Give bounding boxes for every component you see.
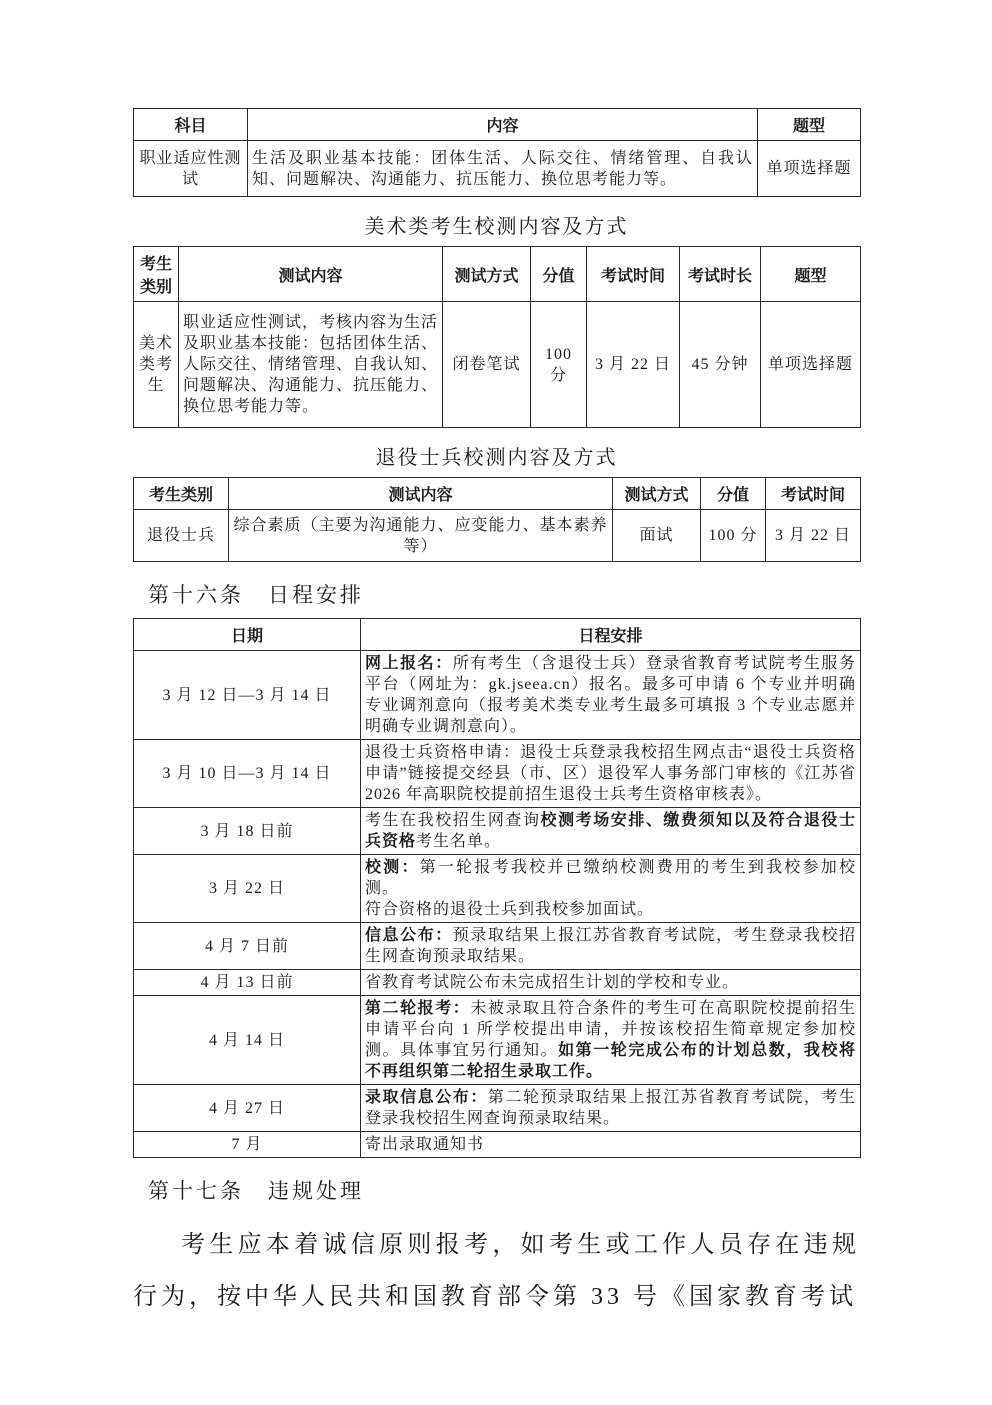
schedule-date-cell: 3 月 22 日 [134,855,361,923]
schedule-row [134,970,861,996]
schedule-row [134,651,861,740]
schedule-row [134,1085,861,1132]
schedule-date-cell: 4 月 27 日 [134,1085,361,1132]
veteran-table-title: 退役士兵校测内容及方式 [375,447,618,469]
subject-table-row [134,141,861,197]
veteran-header-content: 测试内容 [229,478,613,510]
schedule-row [134,923,861,970]
art-header-date: 考试时间 [587,247,680,302]
art-header-score: 分值 [531,247,587,302]
art-type-cell: 单项选择题 [761,302,861,428]
schedule-date-cell: 3 月 10 日—3 月 14 日 [134,740,361,808]
schedule-date-cell: 3 月 18 日前 [134,808,361,855]
veteran-table-row [134,510,861,562]
schedule-detail-bold-text: 校测考场安排、缴费须知以及符合退役士兵资格 [365,812,856,850]
schedule-date-cell: 4 月 14 日 [134,996,361,1085]
schedule-detail-bold-text: 校测： [365,859,420,876]
art-header-category: 考生类别 [134,247,179,302]
schedule-detail-cell [361,855,861,923]
veteran-header-category: 考生类别 [134,478,229,510]
art-duration-cell: 45 分钟 [680,302,761,428]
schedule-detail-cell [361,1132,861,1158]
schedule-header-plan: 日程安排 [361,619,861,651]
schedule-detail-text: 预录取结果上报江苏省教育考试院，考生登录我校招生网查询预录取结果。 [365,927,856,965]
veteran-date-cell: 3 月 22 日 [766,510,861,562]
art-header-method: 测试方式 [443,247,531,302]
schedule-row [134,1132,861,1158]
veteran-score-cell: 100 分 [701,510,766,562]
art-table-row [134,302,861,428]
schedule-row [134,996,861,1085]
schedule-row [134,740,861,808]
art-header-content: 测试内容 [179,247,443,302]
article-16-heading: 第十六条 日程安排 [148,583,364,607]
schedule-table-body [134,651,861,1158]
schedule-row [134,855,861,923]
subject-table-header-content: 内容 [248,109,758,141]
schedule-detail-text: 考生名单。 [416,833,502,850]
schedule-detail-bold-text: 第二轮报考： [365,1000,471,1017]
document-page [133,108,860,1323]
veteran-header-method: 测试方式 [613,478,701,510]
schedule-detail-text: 第一轮报考我校并已缴纳校测费用的考生到我校参加校测。 [365,859,856,897]
schedule-detail-cell [361,970,861,996]
art-category-cell: 美术类考生 [134,302,179,428]
subject-table-header-type: 题型 [758,109,861,141]
schedule-table-header-row [134,619,861,651]
schedule-row [134,808,861,855]
schedule-header-date: 日期 [134,619,361,651]
schedule-detail-bold-text: 录取信息公布： [365,1089,488,1106]
veteran-header-score: 分值 [701,478,766,510]
subject-cell: 职业适应性测试 [134,141,248,197]
schedule-detail-cell [361,923,861,970]
schedule-detail-bold-text: 信息公布： [365,927,453,944]
schedule-detail-text: 寄出录取通知书 [365,1136,485,1153]
article-17-heading: 第十七条 违规处理 [148,1179,364,1203]
schedule-detail-text: 退役士兵资格申请：退役士兵登录我校招生网点击“退役士兵资格申请”链接提交经县（市、区）退役军人事务部门审核的《江苏省 2026 年高职院校提前招生退役士兵考生资格审核表》。 [365,744,856,803]
content-cell: 生活及职业基本技能：团体生活、人际交往、情绪管理、自我认知、问题解决、沟通能力、抗压能力、换位思考能力等。 [248,141,758,197]
subject-table [133,108,861,197]
art-content-cell: 职业适应性测试，考核内容为生活及职业基本技能：包括团体生活、人际交往、情绪管理、自我认知、问题解决、沟通能力、抗压能力、换位思考能力等。 [179,302,443,428]
veteran-table-header-row [134,478,861,510]
subject-table-header-subject: 科目 [134,109,248,141]
veteran-category-cell: 退役士兵 [134,510,229,562]
schedule-detail-bold-text: 网上报名： [365,655,453,672]
veteran-header-date: 考试时间 [766,478,861,510]
subject-table-header-row [134,109,861,141]
art-date-cell: 3 月 22 日 [587,302,680,428]
schedule-detail-cell [361,996,861,1085]
schedule-detail-text: 未被录取且符合条件的考生可在高职院校提前招生申请平台向 1 所学校提出申请，并按该校招生简章规定参加校测。具体事宜另行通知。 [365,1000,856,1059]
art-table [133,246,861,428]
schedule-detail-text: 所有考生（含退役士兵）登录省教育考试院考生服务平台（网址为：gk.jseea.cn）报名。最多可申请 6 个专业并明确专业调剂意向（报考美术类专业考生最多可填报 3 个专业志愿并明确专业调剂意向）。 [365,655,856,735]
type-cell: 单项选择题 [758,141,861,197]
schedule-detail-text: 第二轮预录取结果上报江苏省教育考试院，考生登录我校招生网查询预录取结果。 [365,1089,856,1127]
schedule-date-cell: 4 月 7 日前 [134,923,361,970]
art-table-title: 美术类考生校测内容及方式 [364,216,629,238]
veteran-method-cell: 面试 [613,510,701,562]
schedule-detail-cell [361,1085,861,1132]
schedule-table [133,618,861,1158]
art-table-header-row [134,247,861,302]
schedule-detail-text: 考生在我校招生网查询 [365,812,541,829]
veteran-content-cell: 综合素质（主要为沟通能力、应变能力、基本素养等） [229,510,613,562]
schedule-detail-text: 省教育考试院公布未完成招生计划的学校和专业。 [365,974,740,991]
art-header-duration: 考试时长 [680,247,761,302]
schedule-detail-cell [361,808,861,855]
schedule-detail-cell [361,740,861,808]
schedule-date-cell: 4 月 13 日前 [134,970,361,996]
schedule-detail-cell [361,651,861,740]
art-method-cell: 闭卷笔试 [443,302,531,428]
schedule-detail-bold-text: 如第一轮完成公布的计划总数，我校将不再组织第二轮招生录取工作。 [365,1042,856,1080]
art-score-cell: 100 分 [531,302,587,428]
schedule-detail-text: 符合资格的退役士兵到我校参加面试。 [365,901,655,918]
art-header-type: 题型 [761,247,861,302]
veteran-table [133,477,861,562]
schedule-date-cell: 7 月 [134,1132,361,1158]
closing-paragraph: 考生应本着诚信原则报考，如考生或工作人员存在违规行为，按中华人民共和国教育部令第 33 号《国家教育考试 [133,1232,860,1310]
schedule-date-cell: 3 月 12 日—3 月 14 日 [134,651,361,740]
